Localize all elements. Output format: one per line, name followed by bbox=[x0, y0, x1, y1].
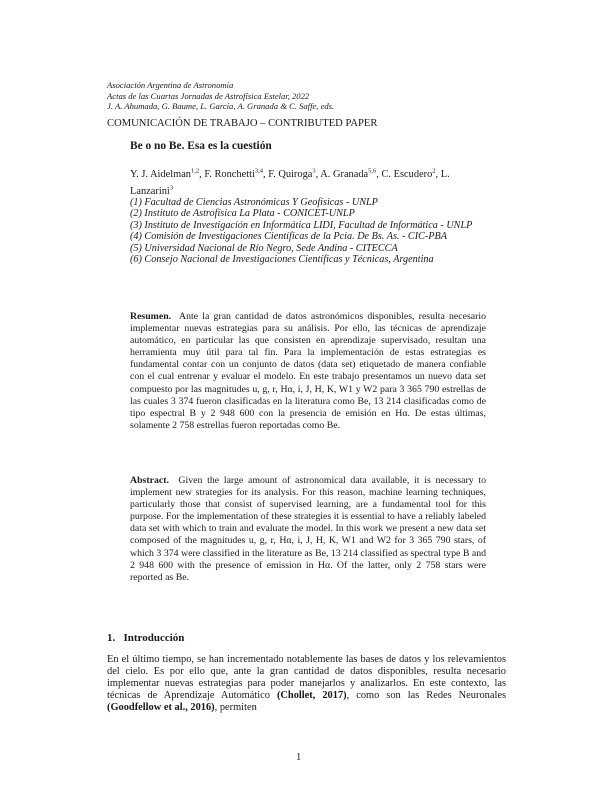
affiliation: (3) Instituto de Investigación en Informática LIDI, Facultad de Informática - UNLP bbox=[130, 219, 473, 231]
journal-header bbox=[107, 80, 507, 112]
communication-type: COMUNICACIÓN DE TRABAJO – CONTRIBUTED PAPER bbox=[107, 118, 378, 129]
section-title: Introducción bbox=[123, 632, 185, 644]
affiliation: (5) Universidad Nacional de Río Negro, Sede Andina - CITECCA bbox=[130, 242, 398, 254]
affiliation: (4) Comisión de Investigaciones Científicas de la Pcia. De Bs. As. - CIC-PBA bbox=[130, 231, 447, 243]
header-line-3: J. A. Ahumada, G. Baume, L. García, A. Granada & C. Saffe, eds. bbox=[107, 101, 335, 112]
affiliation: (1) Facultad de Ciencias Astronómicas Y Geofísicas - UNLP bbox=[130, 197, 378, 208]
affiliation-list bbox=[130, 197, 502, 265]
section-number: 1. bbox=[107, 632, 116, 644]
resumen-text: Ante la gran cantidad de datos astronómicos disponibles, resulta necesario implementar nuevas estrategias para su análisis. Por ello, las técnicas de aprendizaje automático, en particular las que consisten en aprendizaje supervisado, resultan una herramienta muy útil para tal fin. Para la implementación de estas estrategias es fundamental contar con un conjunto de datos (data set) etiquetado de manera confiable con el cual entrenar y evaluar el modelo. En este trabajo presentamos un nuevo data set compuesto por las magnitudes u, g, r, Hα, i, J, H, K, W1 y W2 para 3 365 790 estrellas de las cuales 3 374 fueron clasificadas en la literatura como Be, 13 214 clasificadas como de tipo espectral B y 2 948 600 con la presencia de emisión en Hα. De estas últimas, solamente 2 758 estrellas fueron reportadas como Be. bbox=[130, 311, 487, 431]
page-number: 1 bbox=[296, 752, 302, 763]
header-line-1: Asociación Argentina de Astronomía bbox=[107, 80, 234, 90]
author: Y. J. Aidelman$^{1,2}$, bbox=[130, 168, 205, 181]
affiliation: (2) Instituto de Astrofísica La Plata - CONICET-UNLP bbox=[130, 208, 355, 220]
paper-title: Be o no Be. Esa es la cuestión bbox=[130, 140, 272, 152]
abstract-label: Abstract. bbox=[130, 475, 169, 486]
body-paragraph: En el último tiempo, se han incrementado notablemente las bases de datos y los relevamientos del cielo. Es por ello que, ante la gran cantidad de datos disponibles, resulta necesario implementar nuevas estrategias para poder manejarlos y analizarlos. En este contexto, las técnicas de Aprendizaje Automático (Chollet, 2017), como son las Redes Neuronales (Goodfellow et al., 2016), permiten bbox=[107, 654, 506, 714]
header-line-2: Actas de las Cuartas Jornadas de Astrofísica Estelar, 2022 bbox=[107, 90, 310, 101]
author-list bbox=[130, 166, 490, 198]
resumen-label: Resumen. bbox=[130, 311, 172, 322]
resumen-block bbox=[130, 311, 486, 432]
citation: (Goodfellow et al., 2016) bbox=[107, 702, 215, 714]
affiliation: (6) Consejo Nacional de Investigaciones Científicas y Técnicas, Argentina bbox=[130, 254, 434, 266]
abstract-block bbox=[130, 475, 486, 584]
author: F. Ronchetti$^{3,4}$, bbox=[204, 168, 269, 181]
author: F. Quiroga$^3$, bbox=[268, 168, 321, 181]
author: A. Granada$^{5,6}$, bbox=[320, 168, 382, 181]
author: C. Escudero$^2$, bbox=[381, 168, 441, 181]
author: L. Lanzarini$^3$ bbox=[130, 169, 450, 197]
section-heading bbox=[107, 632, 184, 644]
citation: (Chollet, 2017) bbox=[276, 690, 347, 702]
abstract-text: Given the large amount of astronomical data available, it is necessary to implement new strategies for its analysis. For this reason, machine learning techniques, particularly those that consist of supervised learning, are a fundamental tool for this purpose. For the implementation of these strategies it is essential to have a reliably labeled data set with which to train and evaluate the model. In this work we present a new data set composed of the magnitudes u, g, r, Hα, i, J, H, K, W1 and W2 for 3 365 790 stars, of which 3 374 were classified in the literature as Be, 13 214 classified as spectral type B and 2 948 600 with the presence of emission in Hα. Of the latter, only 2 758 stars were reported as Be. bbox=[130, 475, 486, 583]
